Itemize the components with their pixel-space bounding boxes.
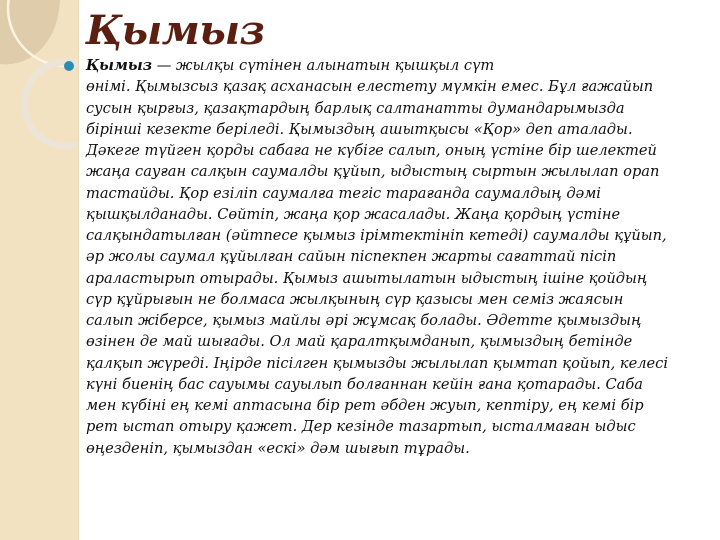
bullet-icon — [64, 61, 74, 71]
text-line: сүр құйрығын не болмаса жылқының сүр қазысы мен семіз жаясын — [86, 290, 624, 308]
text-line: рет ыстап отыру қажет. Дер кезінде тазартып, ысталмаған ыдыс — [86, 418, 636, 436]
text-line: жаңа сауған салқын саумалды құйып, ыдыстың сыртын жылылап орап — [86, 163, 660, 181]
decorative-circles-icon — [0, 0, 78, 540]
text-line: сусын қырғыз, қазақтардың барлық салтанатты думандарымызда — [86, 99, 625, 117]
text-line: Дәкеге түйген қорды сабаға не күбіге салып, оның үстіне бір шелектей — [86, 142, 657, 159]
text-line: әр жолы саумал құйылған сайын піспекпен жарты сағаттай пісіп — [86, 248, 617, 266]
slide-title: Қымыз — [86, 7, 265, 54]
text-line: бірінші кезекте беріледі. Қымыздың ашытқысы «Қор» деп аталады. — [86, 120, 633, 138]
text-line: салып жіберсе, қымыз майлы әрі жұмсақ болады. Әдетте қымыздың — [86, 312, 642, 329]
text-line: салқындатылған (әйтпесе қымыз ірімтектініп кетеді) саумалды құйып, — [86, 227, 667, 244]
text-line: араластырып отырады. Қымыз ашытылатын ыдыстың ішіне қойдың — [86, 269, 648, 287]
lead-term: Қымыз — [86, 57, 153, 74]
text-line: Қымыз — жылқы сүтінен алынатын қышқыл сүт — [86, 57, 495, 74]
text-line: тастайды. Қор езіліп саумалға тегіс тарағанда саумалдың дәмі — [86, 184, 601, 202]
text-line: қышқылданады. Сөйтіп, жаңа қор жасалады. Жаңа қордың үстіне — [86, 205, 621, 223]
text-line: өнімі. Қымызсыз қазақ асханасын елестету мүмкін емес. Бұл ғажайып — [86, 78, 654, 96]
body-paragraph — [86, 55, 716, 459]
text-line: өңезденіп, қымыздан «ескі» дәм шығып тұрады. — [86, 439, 470, 457]
text-line: мен күбіні ең кемі аптасына бір рет әбден жуып, кептіру, ең кемі бір — [86, 397, 644, 414]
text-line: өзінен де май шығады. Ол май қаралтқымданып, қымыздың бетінде — [86, 333, 633, 351]
text-line: қалқып жүреді. Іңірде пісілген қымызды жылылап қымтап қойып, келесі — [86, 354, 668, 372]
text-line: күні биенің бас сауымы сауылып болғаннан кейін ғана қотарады. Саба — [86, 375, 643, 393]
decorative-side-panel — [0, 0, 79, 540]
